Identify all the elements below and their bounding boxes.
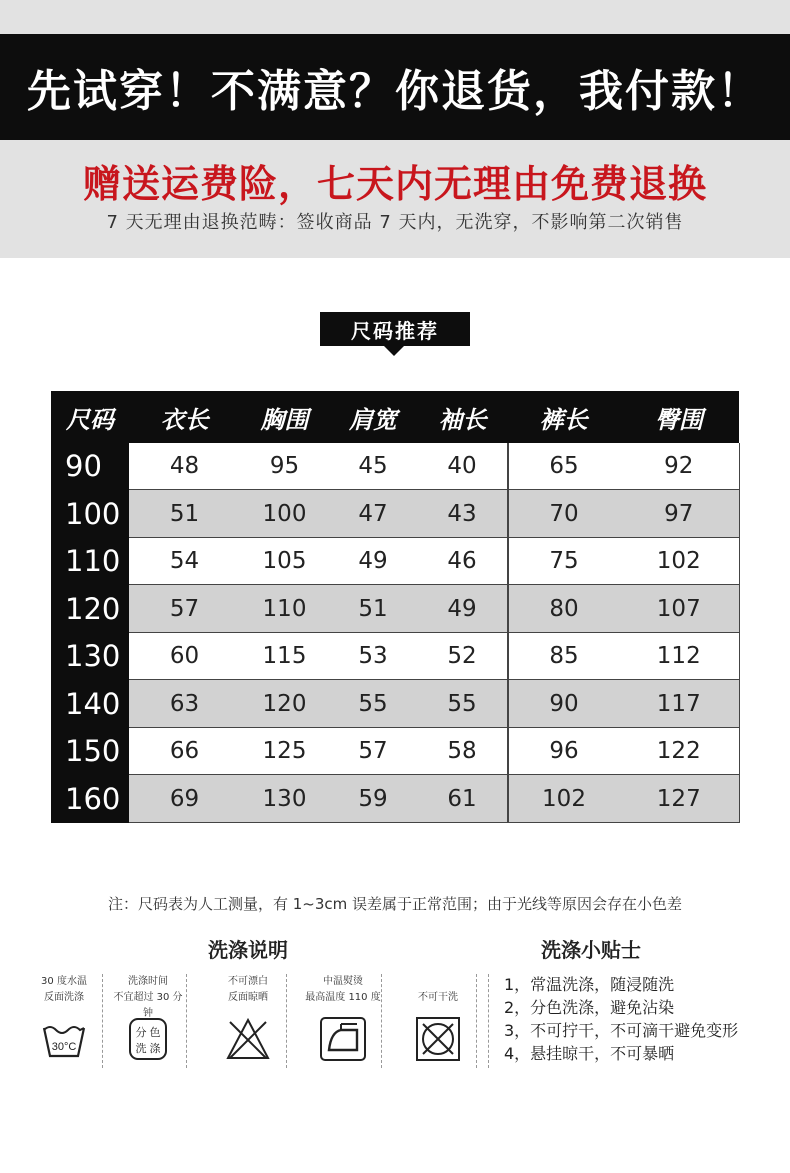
care-caption: 最高温度 110 度 — [305, 992, 381, 1003]
cell-sleeve: 43 — [417, 490, 508, 538]
cell-shoulder: 55 — [329, 680, 417, 728]
size-section-title-text: 尺码推荐 — [351, 318, 439, 343]
size-row — [51, 585, 739, 633]
cell-sleeve: 46 — [417, 537, 508, 585]
separate-wash-icon — [124, 1016, 172, 1062]
cell-sleeve: 61 — [417, 775, 508, 823]
promo-headline: 先试穿！不满意？你退货，我付款！ — [0, 34, 790, 140]
cell-shoulder: 49 — [329, 537, 417, 585]
tip-item: 2，分色洗涤，避免沾染 — [504, 998, 675, 1017]
cell-sleeve: 52 — [417, 632, 508, 680]
cell-size: 140 — [51, 680, 129, 728]
header-sleeve: 袖长 — [417, 391, 508, 443]
size-row — [51, 632, 739, 680]
header-hip: 臀围 — [619, 391, 739, 443]
cell-pants-length: 102 — [508, 775, 619, 823]
cell-chest: 125 — [240, 727, 329, 775]
tips-divider — [488, 974, 489, 1068]
cell-length: 69 — [129, 775, 240, 823]
care-caption: 不可干洗 — [418, 992, 458, 1003]
cell-length: 48 — [129, 443, 240, 490]
size-chart-table — [51, 391, 740, 823]
promo-guarantee-text: 赠送运费险，七天内无理由免费退换 — [82, 161, 707, 206]
wash-30-icon — [40, 1016, 88, 1062]
cell-hip: 117 — [619, 680, 739, 728]
no-bleach-icon — [224, 1016, 272, 1062]
cell-sleeve: 58 — [417, 727, 508, 775]
wash-tips-list — [504, 973, 738, 1065]
care-caption: 不可漂白 — [228, 976, 268, 987]
cell-size: 90 — [51, 443, 129, 490]
cell-hip: 127 — [619, 775, 739, 823]
cell-chest: 130 — [240, 775, 329, 823]
cell-size: 160 — [51, 775, 129, 823]
wash-tips-title: 洗涤小贴士 — [541, 938, 641, 962]
size-row — [51, 443, 739, 490]
size-row — [51, 537, 739, 585]
size-section-title — [320, 312, 470, 346]
cell-length: 66 — [129, 727, 240, 775]
cell-sleeve: 49 — [417, 585, 508, 633]
header-length: 衣长 — [129, 391, 240, 443]
wash-instructions-title: 洗涤说明 — [208, 938, 288, 962]
care-item-wash-30 — [26, 974, 103, 1068]
cell-hip: 102 — [619, 537, 739, 585]
header-size: 尺码 — [51, 391, 129, 443]
header-pants-length: 裤长 — [508, 391, 619, 443]
cell-chest: 115 — [240, 632, 329, 680]
cell-length: 63 — [129, 680, 240, 728]
cell-hip: 107 — [619, 585, 739, 633]
cell-chest: 105 — [240, 537, 329, 585]
cell-length: 57 — [129, 585, 240, 633]
care-caption: 30 度水温 — [41, 976, 87, 987]
cell-shoulder: 45 — [329, 443, 417, 490]
cell-pants-length: 85 — [508, 632, 619, 680]
care-item-wash-time — [110, 974, 187, 1068]
cell-size: 120 — [51, 585, 129, 633]
cell-length: 54 — [129, 537, 240, 585]
size-row — [51, 490, 739, 538]
care-item-no-dry-clean — [400, 974, 477, 1068]
cell-size: 110 — [51, 537, 129, 585]
cell-shoulder: 57 — [329, 727, 417, 775]
cell-shoulder: 59 — [329, 775, 417, 823]
cell-hip: 122 — [619, 727, 739, 775]
tip-item: 4，悬挂晾干，不可暴晒 — [504, 1044, 675, 1063]
size-row — [51, 680, 739, 728]
size-row — [51, 775, 739, 823]
cell-length: 60 — [129, 632, 240, 680]
cell-pants-length: 70 — [508, 490, 619, 538]
cell-size: 130 — [51, 632, 129, 680]
cell-hip: 97 — [619, 490, 739, 538]
care-caption: 中温熨烫 — [323, 976, 363, 987]
size-chart-header-row — [51, 391, 739, 443]
cell-sleeve: 40 — [417, 443, 508, 490]
cell-pants-length: 75 — [508, 537, 619, 585]
cell-pants-length: 90 — [508, 680, 619, 728]
wash-temp-label: 30°C — [51, 1041, 77, 1053]
cell-shoulder: 51 — [329, 585, 417, 633]
return-policy-text: 7 天无理由退换范畴：签收商品 7 天内，无洗穿，不影响第二次销售 — [106, 212, 684, 233]
care-caption: 洗涤时间 — [128, 976, 168, 987]
iron-medium-icon — [319, 1016, 367, 1062]
header-shoulder: 肩宽 — [329, 391, 417, 443]
size-row — [51, 727, 739, 775]
cell-pants-length: 65 — [508, 443, 619, 490]
cell-chest: 95 — [240, 443, 329, 490]
cell-sleeve: 55 — [417, 680, 508, 728]
cell-size: 100 — [51, 490, 129, 538]
care-item-no-bleach — [210, 974, 287, 1068]
care-caption: 不宜超过 30 分钟 — [113, 992, 183, 1019]
cell-hip: 112 — [619, 632, 739, 680]
separate-wash-text-2: 洗 涤 — [135, 1043, 161, 1055]
cell-chest: 110 — [240, 585, 329, 633]
care-caption: 反面晾晒 — [228, 992, 268, 1003]
cell-chest: 120 — [240, 680, 329, 728]
cell-chest: 100 — [240, 490, 329, 538]
size-note: 注：尺码表为人工测量，有 1~3cm 误差属于正常范围；由于光线等原因会存在小色差 — [107, 895, 683, 913]
tip-item: 1，常温洗涤，随浸随洗 — [504, 975, 675, 994]
cell-shoulder: 53 — [329, 632, 417, 680]
header-chest: 胸围 — [240, 391, 329, 443]
no-dry-clean-icon — [414, 1016, 462, 1062]
cell-pants-length: 80 — [508, 585, 619, 633]
separate-wash-text-1: 分 色 — [135, 1027, 161, 1039]
cell-shoulder: 47 — [329, 490, 417, 538]
title-pointer-icon — [384, 346, 404, 356]
care-item-iron — [305, 974, 382, 1068]
cell-length: 51 — [129, 490, 240, 538]
cell-size: 150 — [51, 727, 129, 775]
cell-hip: 92 — [619, 443, 739, 490]
care-caption: 反面洗涤 — [44, 992, 84, 1003]
cell-pants-length: 96 — [508, 727, 619, 775]
tip-item: 3，不可拧干，不可滴干避免变形 — [504, 1021, 739, 1040]
